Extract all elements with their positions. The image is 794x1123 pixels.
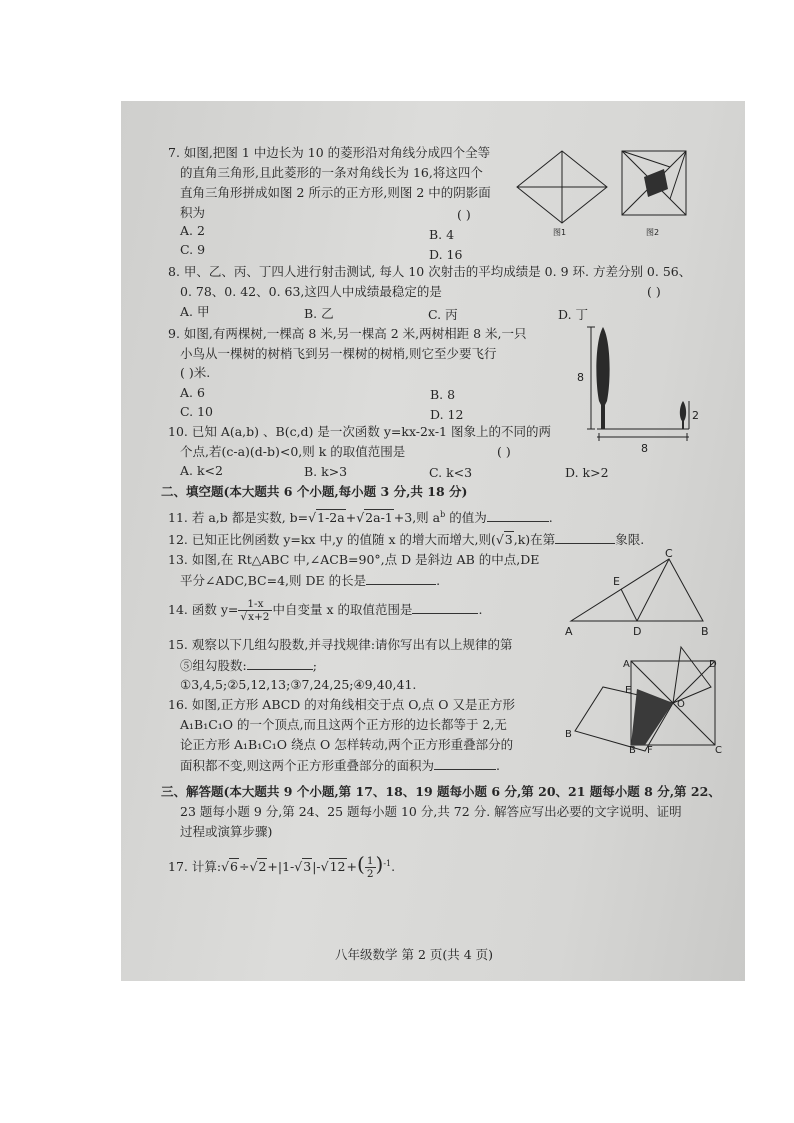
q9-option-a: A. 6 xyxy=(180,385,205,400)
q7-option-b: B. 4 xyxy=(429,227,455,242)
q10-line2: 个点,若(c-a)(d-b)<0,则 k 的取值范围是 xyxy=(180,444,406,459)
q16-label-b: B xyxy=(629,745,636,756)
q9-fig-height-8: 8 xyxy=(577,371,584,384)
q15-line3: ①3,4,5;②5,12,13;③7,24,25;④9,40,41. xyxy=(180,677,417,692)
q13-label-b: B xyxy=(701,625,709,638)
q8-option-d: D. 丁 xyxy=(558,307,589,322)
q7-option-a: A. 2 xyxy=(180,223,205,238)
q10-line1: 10. 已知 A(a,b) 、B(c,d) 是一次函数 y=kx-2x-1 图象上的不同的两 xyxy=(168,424,551,439)
q7-fig2-caption: 图2 xyxy=(646,228,660,237)
q7-figure-2 xyxy=(618,147,694,237)
page-footer: 八年级数学 第 2 页(共 4 页) xyxy=(335,947,494,962)
q9-line2: 小鸟从一棵树的树梢飞到另一棵树的树梢,则它至少要飞行 xyxy=(180,346,497,361)
q15-line2: ⑤组勾股数: ; xyxy=(180,658,317,673)
section-3-line2: 23 题每小题 9 分,第 24、25 题每小题 10 分,共 72 分. 解答应写出必要的文字说明、证明 xyxy=(180,804,682,819)
q17-text: 17. 计算:√6÷√2+|1-√3|-√12+( $\frac{1}{2}$ )$^{-1}$. xyxy=(168,852,396,881)
q16-label-o: O xyxy=(677,699,685,710)
q13-line1: 13. 如图,在 Rt△ABC 中,∠ACB=90°,点 D 是斜边 AB 的中点,DE xyxy=(168,552,540,567)
q10-option-a: A. k<2 xyxy=(180,463,223,478)
q16-line2: A₁B₁C₁O 的一个顶点,而且这两个正方形的边长都等于 2,无 xyxy=(180,717,507,732)
q9-line3: ( )米. xyxy=(180,365,211,380)
section-3-line1: 三、解答题(本大题共 9 个小题,第 17、18、19 题每小题 6 分,第 20、21 题每小题 8 分,第 22、 xyxy=(161,784,721,799)
q7-line3: 直角三角形拼成如图 2 所示的正方形,则图 2 中的阴影面 xyxy=(180,185,491,200)
section-2-heading: 二、填空题(本大题共 6 个小题,每小题 3 分,共 18 分) xyxy=(161,484,468,499)
q11-text: 11. 若 a,b 都是实数, b=√1-2a+√2a-1+3,则 $a^b$ 的值为 . xyxy=(168,510,553,526)
q16-line1: 16. 如图,正方形 ABCD 的对角线相交于点 O,点 O 又是正方形 xyxy=(168,697,515,712)
q8-answer-bracket: ( ) xyxy=(647,284,661,299)
q8-option-a: A. 甲 xyxy=(180,304,210,319)
q13-label-a: A xyxy=(565,625,573,638)
q9-option-c: C. 10 xyxy=(180,404,213,419)
q8-option-b: B. 乙 xyxy=(304,306,334,321)
q12-text: 12. 已知正比例函数 y=kx 中,y 的值随 x 的增大而增大,则(√3,k)在第 象限. xyxy=(168,532,645,547)
q13-triangle-figure xyxy=(561,549,711,639)
q9-fig-height-2: 2 xyxy=(692,409,699,422)
q8-option-c: C. 丙 xyxy=(428,307,458,322)
q16-line3: 论正方形 A₁B₁C₁O 绕点 O 怎样转动,两个正方形重叠部分的 xyxy=(180,737,514,752)
q17-fraction: $\frac{1}{2}$ xyxy=(366,855,374,881)
q16-label-d: D xyxy=(709,659,717,670)
q10-option-b: B. k>3 xyxy=(304,464,348,479)
q9-trees-figure xyxy=(561,321,699,457)
q14-text: 14. 函数 y= $\frac{1-x}{√x+2}$ 中自变量 x 的取值范围是 . xyxy=(168,598,483,623)
q16-label-f: F xyxy=(647,745,653,756)
q7-answer-bracket: ( ) xyxy=(457,207,471,222)
tall-tree xyxy=(596,327,609,429)
q7-figure-1 xyxy=(513,147,611,237)
q13-line2: 平分∠ADC,BC=4,则 DE 的长是 . xyxy=(180,573,441,588)
q7-fig1-caption: 图1 xyxy=(553,228,567,237)
exam-sheet xyxy=(121,101,745,981)
section-3-line3: 过程或演算步骤) xyxy=(180,824,273,839)
q7-line2: 的直角三角形,且此菱形的一条对角线长为 16,将这四个 xyxy=(180,165,483,180)
q8-line2: 0. 78、0. 42、0. 63,这四人中成绩最稳定的是 xyxy=(180,284,442,299)
q8-line1: 8. 甲、乙、丙、丁四人进行射击测试, 每人 10 次射击的平均成绩是 0. 9 环. 方差分别 0. 56、 xyxy=(168,264,692,279)
q16-line4: 面积都不变,则这两个正方形重叠部分的面积为 . xyxy=(180,758,500,773)
q13-label-e: E xyxy=(613,575,620,588)
q10-option-d: D. k>2 xyxy=(565,465,609,480)
q7-line1: 7. 如图,把图 1 中边长为 10 的菱形沿对角线分成四个全等 xyxy=(168,145,491,160)
q9-line1: 9. 如图,有两棵树,一棵高 8 米,另一棵高 2 米,两树相距 8 米,一只 xyxy=(168,326,527,341)
short-tree xyxy=(680,401,686,429)
q13-label-d: D xyxy=(633,625,642,638)
q16-label-e: E xyxy=(625,685,632,696)
q10-option-c: C. k<3 xyxy=(429,465,473,480)
q13-label-c: C xyxy=(665,547,673,560)
q16-label-c: C xyxy=(715,745,722,756)
q7-option-d: D. 16 xyxy=(429,247,463,262)
q9-option-b: B. 8 xyxy=(430,387,456,402)
q16-squares-figure xyxy=(561,657,721,757)
q9-fig-distance-8: 8 xyxy=(641,442,648,455)
q9-option-d: D. 12 xyxy=(430,407,464,422)
q14-fraction: $\frac{1-x}{√x+2}$ xyxy=(238,598,272,623)
q16-label-a: A xyxy=(623,659,630,670)
q16-label-b-left: B xyxy=(565,729,572,740)
q15-line1: 15. 观察以下几组勾股数,并寻找规律:请你写出有以上规律的第 xyxy=(168,637,513,652)
q10-answer-bracket: ( ) xyxy=(497,444,511,459)
q7-line4: 积为 xyxy=(180,205,206,220)
q7-option-c: C. 9 xyxy=(180,242,206,257)
